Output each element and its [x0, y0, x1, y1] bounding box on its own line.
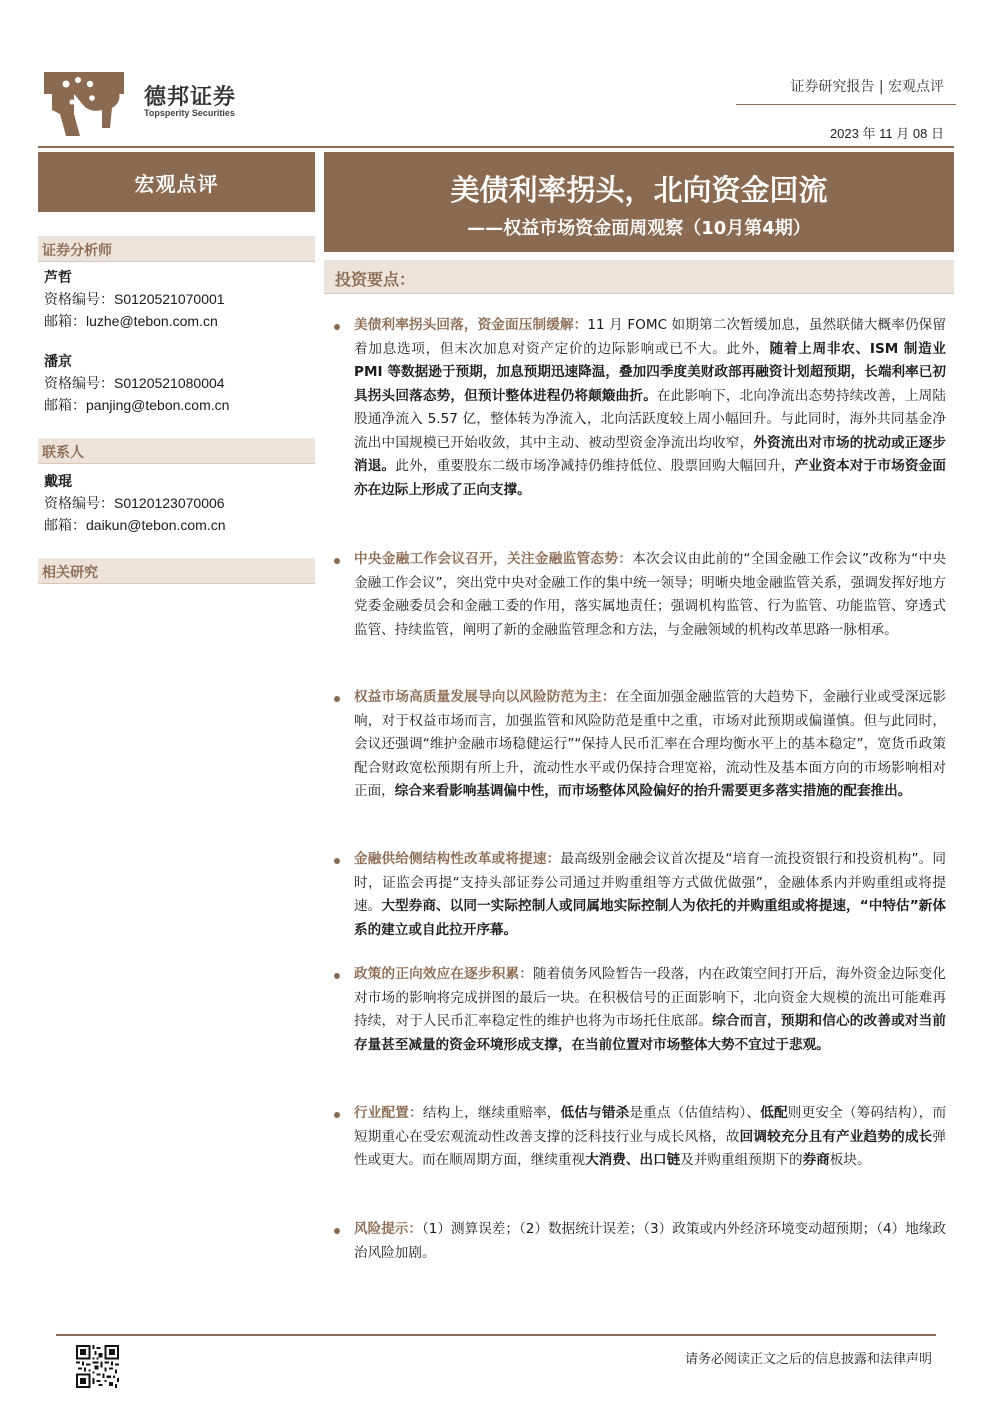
title-banner: [324, 152, 954, 252]
report-date: [830, 123, 944, 142]
point-emphasis: 回调较充分且有产业趋势的成长: [739, 1128, 933, 1145]
point-text: 在此影响下，北向净流出态势持续改善，上周陆股通净流入 5.57 亿，整体转为净流入，北向活跃度较上周小幅回升。与此同时，海外共同基金净流出中国规模已开始收敛，其中主动、被动型资金净流出均收窄，: [354, 387, 947, 451]
analyst-card: [44, 352, 229, 417]
point-text: 及并购重组预期下的: [680, 1152, 803, 1168]
key-point: [354, 314, 946, 502]
point-emphasis: 券商: [802, 1152, 830, 1168]
license-number: S0120521080004: [114, 375, 225, 391]
point-text: 板块。: [829, 1152, 871, 1168]
contact-heading-bar: [38, 438, 315, 464]
category-banner: [38, 152, 315, 212]
qr-code-icon: [76, 1345, 119, 1388]
analyst-name: 潘京: [44, 354, 72, 370]
key-points-heading-bar: [324, 260, 954, 294]
point-text: 则更安全（筹码结构），而短期重心在受宏观流动性改善支撑的泛科技行业与成长风格，故: [354, 1105, 947, 1145]
company-logo-icon: [44, 70, 124, 138]
key-point: [354, 1218, 946, 1265]
email-link[interactable]: panjing@tebon.com.cn: [86, 397, 230, 413]
date-year: 2023: [829, 126, 859, 141]
related-heading-bar: [38, 558, 315, 584]
point-text: （1）测算误差；（2）数据统计误差；（3）政策或内外经济环境变动超预期；（4）地缘政治风险加剧。: [354, 1221, 946, 1261]
bullet-icon: [334, 1228, 340, 1234]
license-label: 资格编号：: [44, 292, 114, 308]
point-emphasis: 综合来看影响基调偏中性，而市场整体风险偏好的抬升需要更多落实措施的配套推出。: [394, 783, 912, 799]
contact-card: [44, 472, 226, 537]
top-divider: [38, 146, 954, 148]
license-label: 资格编号：: [44, 376, 114, 392]
point-emphasis: 产业资本对于市场资金面亦在边际上形成了正向支撑。: [354, 458, 947, 498]
point-text: 是重点（估值结构）、: [629, 1105, 761, 1121]
point-emphasis: 大消费、出口链: [585, 1152, 681, 1168]
point-text: 弹性或更大。而在顺周期方面，继续重视: [354, 1128, 947, 1168]
point-emphasis: 大型券商、以同一实际控制人或同属地实际控制人为依托的并购重组或将提速，“中特估”新体系的建立或自此拉开序幕。: [354, 898, 946, 938]
report-subtitle: ——权益市场资金面周观察（10月第4期）: [467, 218, 811, 239]
date-day-unit: 日: [930, 127, 944, 142]
point-heading: 风险提示：: [354, 1221, 422, 1237]
key-point: [354, 848, 946, 942]
related-heading: 相关研究: [42, 565, 98, 581]
point-text: 11 月 FOMC 如期第二次暂缓加息，虽然联储大概率仍保留着加息选项，但末次加息对资产定价的边际影响或已不大。此外，: [354, 317, 946, 357]
point-text: 最高级别金融会议首次提及“培育一流投资银行和投资机构”。同时，证监会再提“支持头部证券公司通过并购重组等方式做优做强”，金融体系内并购重组或将提速。: [354, 851, 946, 914]
analyst-card: [44, 268, 225, 333]
point-emphasis: 随着上周非农、ISM 制造业 PMI 等数据逊于预期，加息预期迅速降温，叠加四季度美财政部再融资计划超预期，长端利率已初具拐头回落态势，但预计整体进程仍将颠簸曲折。: [354, 340, 947, 404]
key-point: [354, 686, 946, 804]
footer-disclaimer: 请务必阅读正文之后的信息披露和法律声明: [684, 1352, 932, 1367]
email-link[interactable]: luzhe@tebon.com.cn: [86, 313, 218, 329]
key-point: [354, 1102, 946, 1173]
email-label: 邮箱：: [44, 518, 86, 534]
date-year-unit: 年: [862, 127, 876, 142]
point-heading: 美债利率拐头回落，资金面压制缓解：: [354, 317, 588, 333]
brand-name-en: Topsperity Securities: [144, 108, 235, 118]
license-number: S0120123070006: [114, 495, 225, 511]
email-label: 邮箱：: [44, 314, 86, 330]
point-heading: 政策的正向效应在逐步积累：: [354, 966, 534, 982]
key-point: [354, 548, 946, 642]
key-points-heading: 投资要点：: [335, 270, 416, 289]
header-divider: [736, 104, 956, 105]
analysts-heading: 证券分析师: [42, 243, 112, 259]
footer-divider: [56, 1334, 936, 1336]
point-heading: 行业配置：: [354, 1105, 423, 1121]
point-text: 结构上，继续重赔率，: [422, 1105, 561, 1121]
category-label: 宏观点评: [134, 171, 219, 196]
point-emphasis: 综合而言，预期和信心的改善或对当前存量甚至减量的资金环境形成支撑，在当前位置对市场整体大势不宜过于悲观。: [354, 1013, 947, 1053]
date-month: 11: [879, 126, 893, 141]
analysts-heading-bar: [38, 236, 315, 262]
point-heading: 金融供给侧结构性改革或将提速：: [354, 851, 561, 867]
date-day: 08: [912, 126, 928, 141]
email-link[interactable]: daikun@tebon.com.cn: [86, 517, 226, 533]
bullet-icon: [334, 558, 340, 564]
point-emphasis: 外资流出对市场的扰动或正逐步消退。: [354, 434, 946, 474]
bullet-icon: [334, 324, 340, 330]
point-emphasis: 低配: [760, 1105, 788, 1121]
license-label: 资格编号：: [44, 496, 114, 512]
bullet-icon: [334, 1112, 340, 1118]
point-text: 本次会议由此前的“全国金融工作会议”改称为“中央金融工作会议”，突出党中央对金融工作的集中统一领导；明晰央地金融监管关系，强调发挥好地方党委金融委员会和金融工委的作用，落实属地责任；强调机构监管、行为监管、功能监管、穿透式监管、持续监管，阐明了新的金融监管理念和方法，与金融领域的机构改革思路一脉相承。: [354, 551, 946, 638]
brand-name-cn: 德邦证券: [144, 85, 237, 110]
point-heading: 权益市场高质量发展导向以风险防范为主：: [354, 689, 616, 705]
analyst-name: 芦哲: [44, 270, 72, 286]
email-label: 邮箱：: [44, 398, 86, 414]
license-number: S0120521070001: [114, 291, 225, 307]
bullet-icon: [334, 973, 340, 979]
point-heading: 中央金融工作会议召开，关注金融监管态势：: [354, 551, 633, 567]
contact-name: 戴琨: [44, 474, 72, 490]
contact-heading: 联系人: [42, 445, 84, 461]
bullet-icon: [334, 696, 340, 702]
key-point: [354, 963, 946, 1057]
date-month-unit: 月: [896, 127, 910, 142]
point-text: 此外，重要股东二级市场净减持仍维持低位、股票回购大幅回升，: [395, 458, 795, 474]
point-text: 在全面加强金融监管的大趋势下，金融行业或受深远影响，对于权益市场而言，加强监管和风险防范是重中之重，市场对此预期或偏谨慎。但与此同时，会议还强调“维护金融市场稳健运行”“保持人民币汇率在合理均衡水平上的基本稳定”，宽货币政策配合财政宽松预期有所上升，流动性水平或仍保持合理宽裕，流动性及基本面方向的市场影响相对正面，: [354, 689, 947, 799]
report-type: 证券研究报告 | 宏观点评: [790, 79, 944, 95]
point-emphasis: 低估与错杀: [560, 1105, 630, 1121]
report-title: 美债利率拐头，北向资金回流: [450, 173, 828, 207]
point-text: 随着债务风险暂告一段落，内在政策空间打开后，海外资金边际变化对市场的影响将完成拼图的最后一块。在积极信号的正面影响下，北向资金大规模的流出可能难再持续，对于人民币汇率稳定性的维护也将为市场托住底部。: [354, 966, 946, 1029]
bullet-icon: [334, 858, 340, 864]
